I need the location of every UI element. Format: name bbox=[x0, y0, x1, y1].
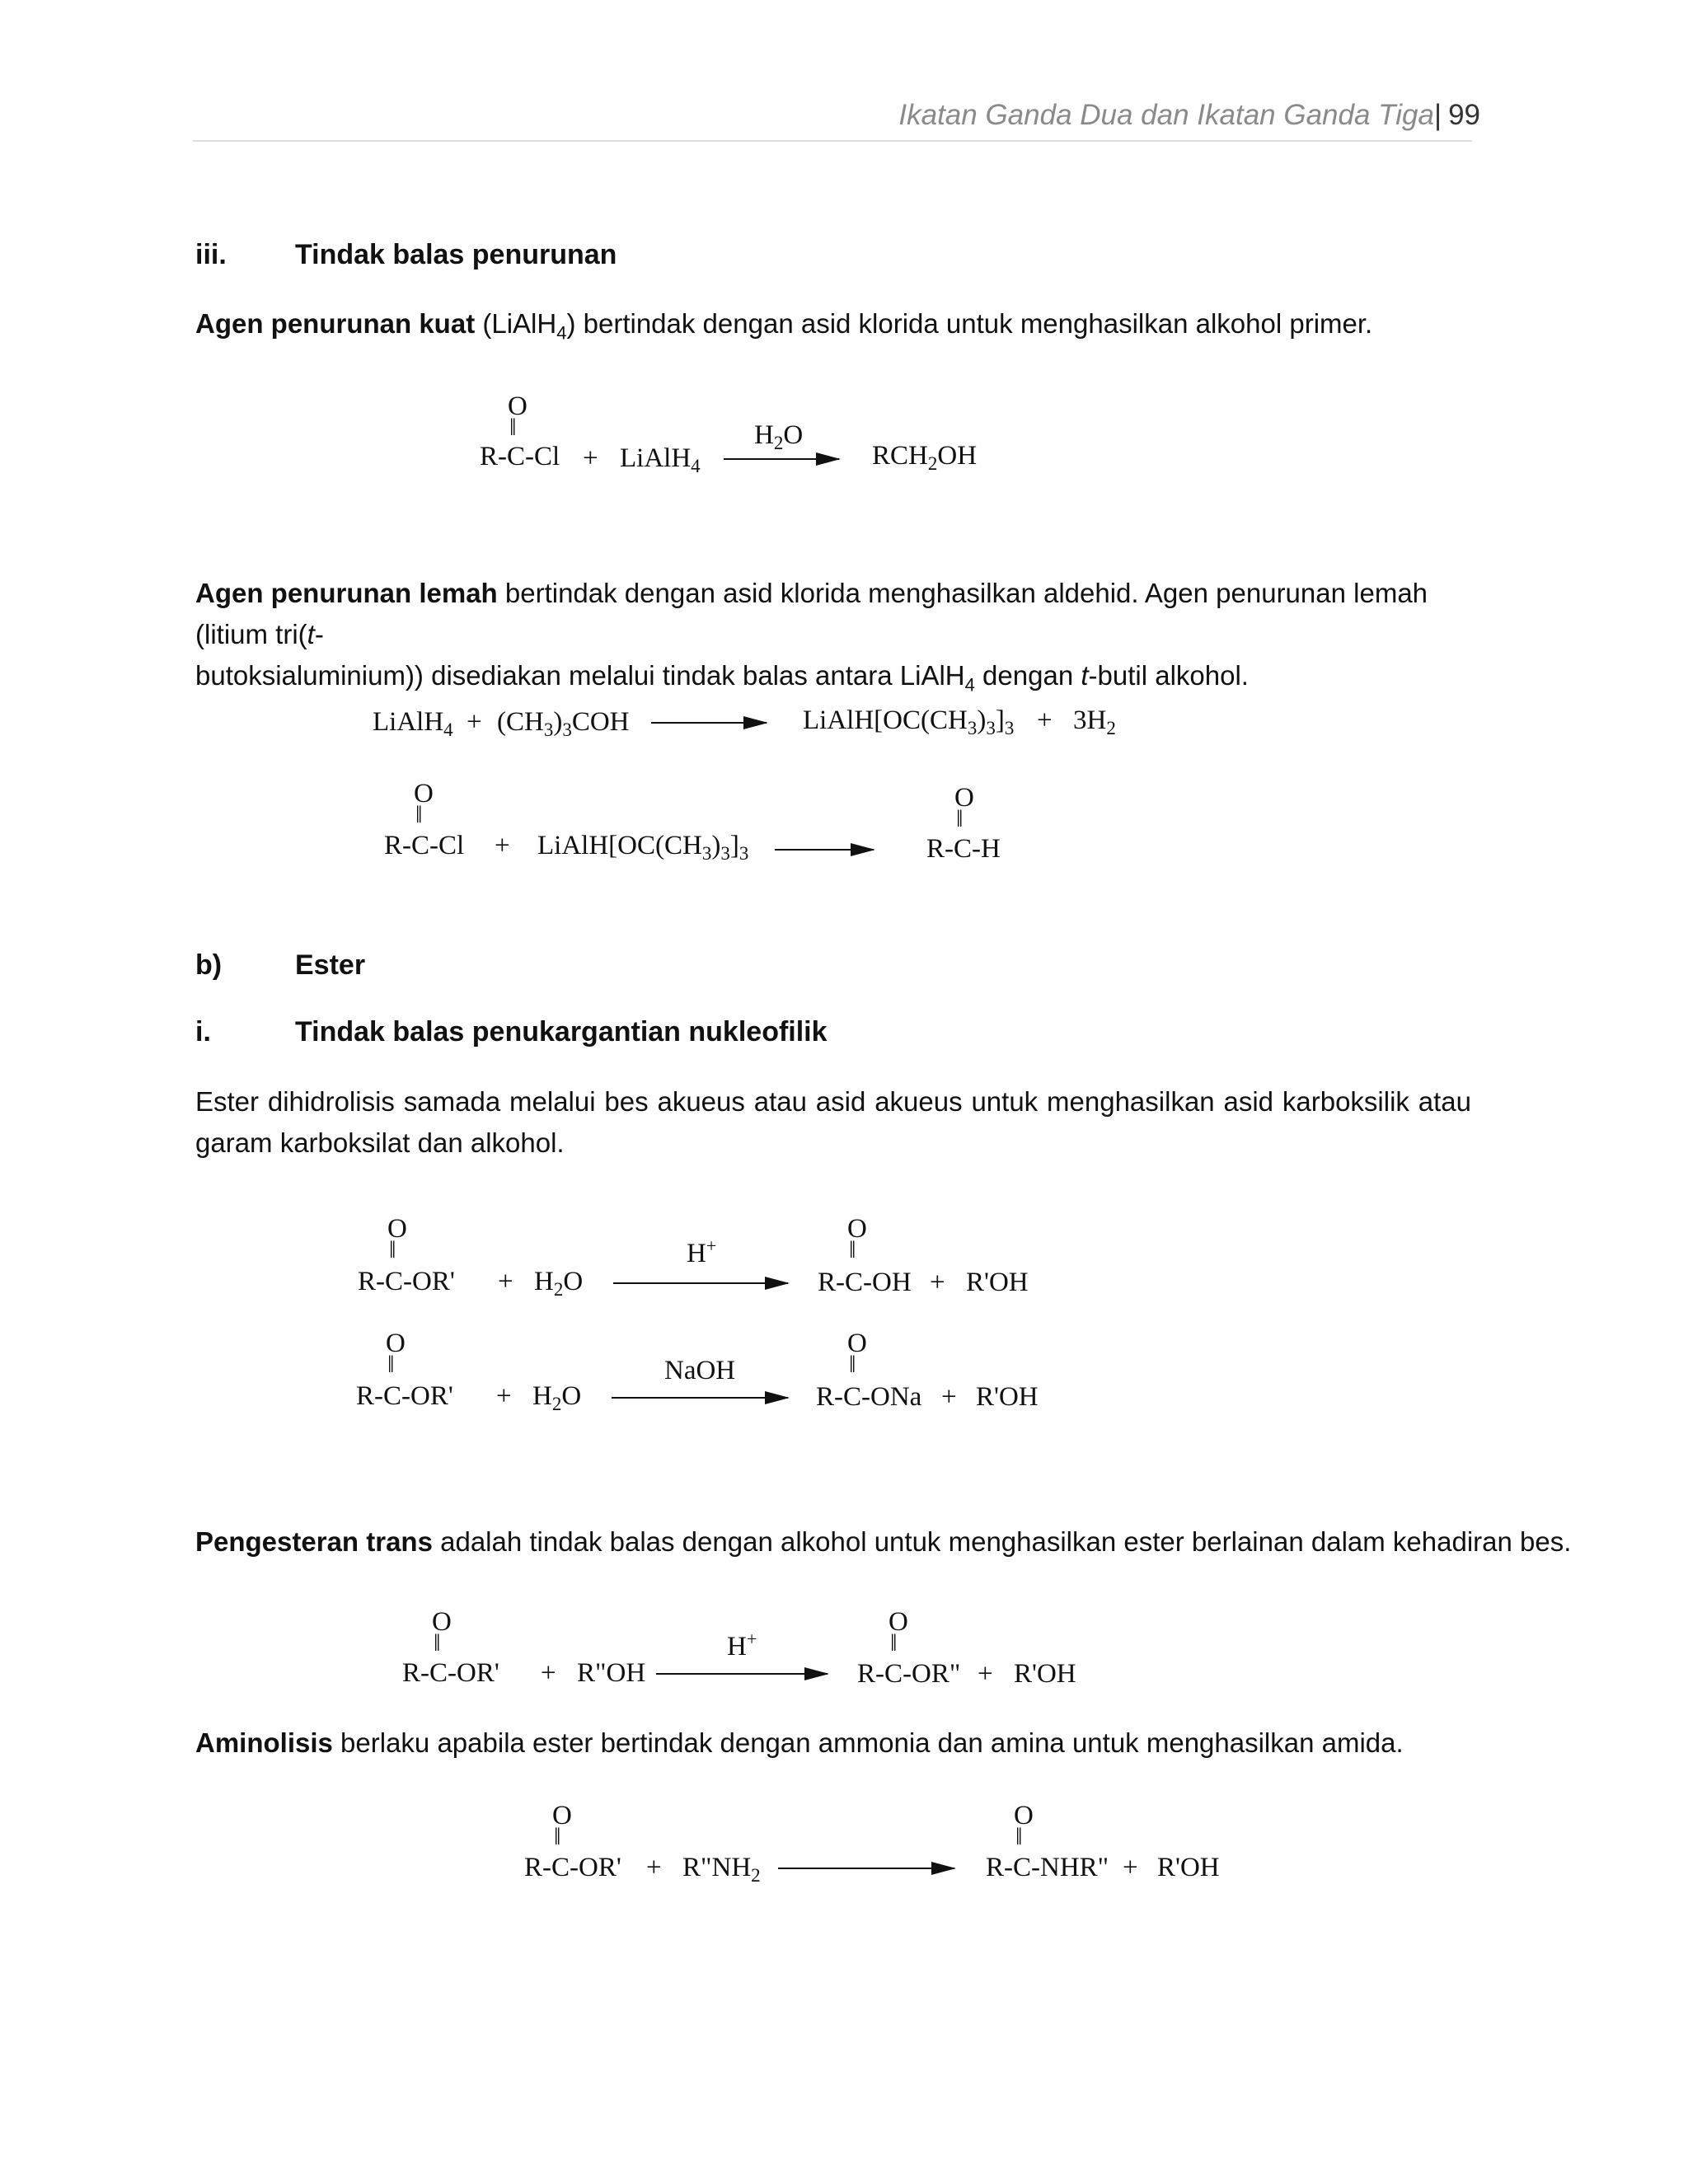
subscript: 2 bbox=[751, 1865, 761, 1886]
carbonyl-oxygen: O bbox=[889, 1607, 908, 1637]
reactant: R-C-Cl bbox=[384, 831, 465, 860]
text: (LiAlH bbox=[482, 308, 557, 339]
double-bond: ‖ bbox=[849, 1236, 856, 1263]
text: OH bbox=[937, 441, 978, 471]
paragraph-weak-reducing-agent bbox=[195, 573, 1471, 706]
alcohol: R'OH bbox=[1014, 1659, 1076, 1689]
bold-term: Pengesteran trans bbox=[195, 1526, 433, 1557]
italic-text: t bbox=[1081, 660, 1089, 691]
reagent bbox=[537, 831, 749, 864]
text: H bbox=[532, 1381, 552, 1411]
superscript: + bbox=[746, 1629, 757, 1649]
double-bond: ‖ bbox=[554, 1823, 561, 1850]
product: R-C-ONa bbox=[816, 1382, 922, 1412]
product: R-C-H bbox=[926, 834, 1001, 864]
plus-sign: + bbox=[541, 1658, 556, 1688]
double-bond: ‖ bbox=[415, 801, 423, 828]
water bbox=[532, 1381, 581, 1412]
text: LiAlH bbox=[373, 707, 444, 737]
subscript: 3 bbox=[738, 843, 749, 864]
bold-term: Aminolisis bbox=[195, 1727, 333, 1758]
subscript: 3 bbox=[701, 843, 712, 864]
carbonyl-oxygen: O bbox=[847, 1214, 867, 1244]
text: ) bbox=[553, 707, 563, 737]
reaction-arrow bbox=[778, 1868, 954, 1869]
text: ) bertindak dengan asid klorida untuk menghasilkan alkohol primer. bbox=[566, 308, 1373, 339]
text: ] bbox=[729, 831, 739, 860]
double-bond: ‖ bbox=[434, 1629, 441, 1657]
paragraph-transesterification bbox=[195, 1521, 1571, 1563]
plus-sign: + bbox=[583, 443, 598, 473]
subscript: 4 bbox=[443, 719, 453, 740]
subscript: 4 bbox=[691, 456, 701, 476]
subscript: 3 bbox=[1004, 718, 1015, 738]
text: RCH bbox=[872, 441, 928, 471]
reaction-arrow bbox=[656, 1673, 828, 1675]
text: O bbox=[563, 1267, 584, 1296]
text: COH bbox=[571, 707, 630, 737]
bold-term: Agen penurunan lemah bbox=[195, 578, 498, 608]
line-text bbox=[195, 573, 1471, 655]
text: H bbox=[727, 1632, 747, 1661]
reaction-condition bbox=[727, 1629, 757, 1662]
reactant: R-C-OR' bbox=[358, 1267, 455, 1296]
reactant-1 bbox=[373, 707, 453, 738]
section-title: Tindak balas penukargantian nukleofilik bbox=[295, 1016, 828, 1047]
product-1 bbox=[803, 705, 1014, 736]
reaction-arrow bbox=[724, 458, 839, 460]
plus-sign: + bbox=[646, 1853, 662, 1882]
plus-sign: + bbox=[496, 1381, 512, 1411]
carbonyl-oxygen: O bbox=[552, 1801, 572, 1830]
running-header bbox=[898, 99, 1480, 132]
text: H bbox=[534, 1267, 554, 1296]
italic-text: t bbox=[307, 619, 315, 649]
superscript: + bbox=[706, 1235, 717, 1256]
subscript: 3 bbox=[967, 718, 978, 738]
plus-sign: + bbox=[978, 1659, 993, 1689]
carbonyl-oxygen: O bbox=[954, 783, 974, 813]
reactant: R-C-OR' bbox=[356, 1381, 453, 1411]
alcohol: R'OH bbox=[1157, 1853, 1220, 1882]
text: LiAlH[OC(CH bbox=[537, 831, 702, 860]
plus-sign: + bbox=[498, 1267, 513, 1296]
text: ] bbox=[995, 705, 1005, 735]
text: (CH bbox=[497, 707, 544, 737]
carbonyl-oxygen: O bbox=[1014, 1801, 1034, 1830]
reaction-condition bbox=[687, 1235, 717, 1269]
section-number: iii. bbox=[195, 239, 227, 270]
header-separator: | bbox=[1433, 99, 1442, 131]
subscript: 4 bbox=[556, 322, 567, 344]
plus-sign: + bbox=[1123, 1853, 1138, 1882]
reaction-arrow bbox=[651, 722, 767, 724]
section-number: i. bbox=[195, 1016, 211, 1047]
reaction-condition bbox=[754, 420, 803, 451]
double-bond: ‖ bbox=[387, 1351, 395, 1378]
text: H bbox=[687, 1239, 706, 1268]
paragraph-line bbox=[195, 573, 1471, 655]
text: adalah tindak balas dengan alkohol untuk menghasilkan ester berlainan dalam kehadiran bes. bbox=[432, 1526, 1572, 1557]
subscript: 3 bbox=[543, 719, 554, 740]
text: dengan bbox=[974, 660, 1081, 691]
product-2 bbox=[1073, 705, 1116, 736]
text: LiAlH[OC(CH bbox=[803, 705, 968, 735]
reactant: R-C-OR' bbox=[402, 1658, 499, 1688]
paragraph-line bbox=[195, 655, 1471, 706]
text: LiAlH bbox=[620, 443, 692, 473]
subscript: 2 bbox=[1106, 718, 1116, 738]
carbonyl-oxygen: O bbox=[508, 391, 528, 421]
text: R"NH bbox=[682, 1853, 752, 1882]
subscript: 3 bbox=[986, 718, 996, 738]
section-title: Tindak balas penurunan bbox=[295, 239, 617, 270]
double-bond: ‖ bbox=[849, 1351, 856, 1378]
subscript: 2 bbox=[773, 433, 784, 453]
reactant: R-C-Cl bbox=[480, 442, 560, 471]
page-number: 99 bbox=[1448, 99, 1480, 131]
subscript: 3 bbox=[720, 843, 730, 864]
product: R-C-NHR" bbox=[986, 1853, 1109, 1882]
paragraph-hydrolysis: Ester dihidrolisis samada melalui bes akueus atau asid akueus untuk menghasilkan asid karboksilik atau garam karboksilat dan alkohol. bbox=[195, 1086, 1471, 1158]
text: ) bbox=[977, 705, 987, 735]
section-title: Ester bbox=[295, 949, 366, 981]
reagent: R"OH bbox=[577, 1658, 646, 1688]
text: berlaku apabila ester bertindak dengan ammonia dan amina untuk menghasilkan amida. bbox=[332, 1727, 1404, 1758]
text: bertindak dengan asid klorida menghasilkan aldehid. Agen penurunan lemah (litium tri( bbox=[195, 578, 1428, 649]
alcohol: R'OH bbox=[976, 1382, 1039, 1412]
reaction-arrow bbox=[612, 1397, 788, 1399]
text: -butil alkohol. bbox=[1088, 660, 1249, 691]
subscript: 2 bbox=[553, 1279, 564, 1300]
product: R-C-OR" bbox=[857, 1659, 961, 1689]
subscript: 3 bbox=[562, 719, 572, 740]
running-title: Ikatan Ganda Dua dan Ikatan Ganda Tiga bbox=[898, 99, 1434, 131]
text: O bbox=[561, 1381, 582, 1411]
subscript: 2 bbox=[551, 1394, 562, 1414]
plus-sign: + bbox=[930, 1268, 945, 1297]
reaction-condition: NaOH bbox=[664, 1356, 736, 1385]
carbonyl-oxygen: O bbox=[387, 1214, 407, 1244]
text: O bbox=[783, 420, 804, 450]
double-bond: ‖ bbox=[890, 1629, 898, 1657]
paragraph-aminolysis bbox=[195, 1722, 1404, 1764]
bold-term: Agen penurunan kuat bbox=[195, 308, 476, 339]
reactant-2 bbox=[497, 707, 630, 738]
text: 3H bbox=[1073, 705, 1107, 735]
double-bond: ‖ bbox=[956, 805, 964, 832]
plus-sign: + bbox=[495, 831, 510, 860]
plus-sign: + bbox=[1037, 705, 1053, 735]
section-number: b) bbox=[195, 949, 223, 981]
subscript: 4 bbox=[964, 674, 975, 696]
water bbox=[534, 1267, 584, 1300]
subscript: 2 bbox=[927, 453, 938, 474]
header-rule bbox=[193, 140, 1472, 142]
text: ) bbox=[711, 831, 721, 860]
product: R-C-OH bbox=[818, 1268, 912, 1297]
carbonyl-oxygen: O bbox=[847, 1329, 867, 1358]
paragraph-strong-reducing-agent bbox=[195, 303, 1372, 354]
reagent bbox=[682, 1853, 761, 1886]
product bbox=[872, 441, 978, 474]
double-bond: ‖ bbox=[1015, 1823, 1023, 1850]
text: - bbox=[314, 619, 324, 649]
plus-sign: + bbox=[941, 1382, 957, 1412]
reactant: R-C-OR' bbox=[524, 1853, 621, 1882]
reaction-arrow bbox=[775, 849, 874, 851]
alcohol: R'OH bbox=[966, 1268, 1029, 1297]
text: butoksialuminium)) disediakan melalui tindak balas antara LiAlH bbox=[195, 660, 965, 691]
carbonyl-oxygen: O bbox=[432, 1607, 452, 1637]
carbonyl-oxygen: O bbox=[386, 1329, 406, 1358]
reagent bbox=[620, 443, 701, 474]
reaction-arrow bbox=[613, 1282, 788, 1284]
carbonyl-oxygen: O bbox=[414, 779, 434, 808]
double-bond: ‖ bbox=[389, 1236, 396, 1263]
text: H bbox=[754, 420, 774, 450]
double-bond: ‖ bbox=[509, 414, 517, 441]
plus-sign: + bbox=[467, 707, 482, 737]
